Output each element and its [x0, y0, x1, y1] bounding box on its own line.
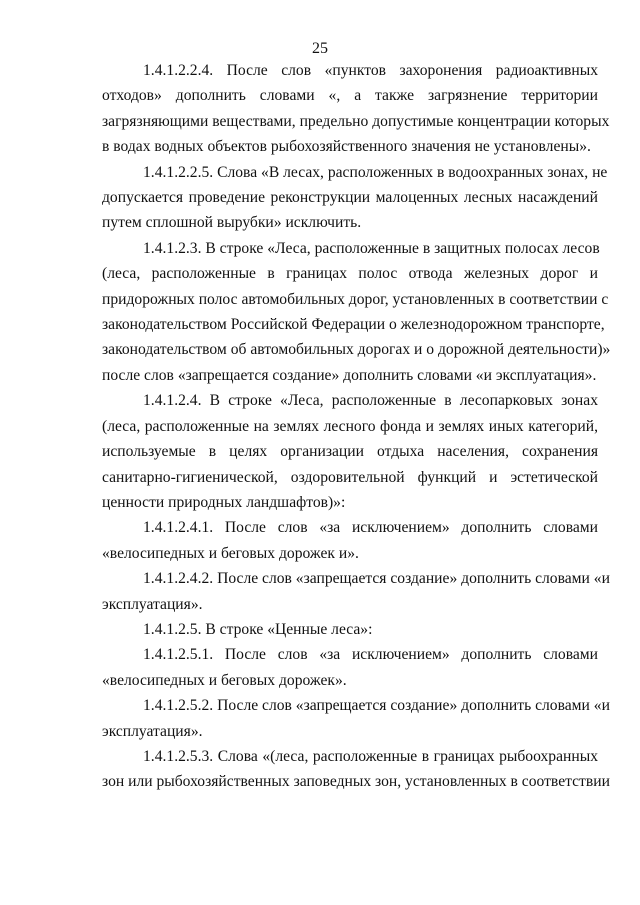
text-line: загрязняющими веществами, предельно допустимые концентрации которых [102, 112, 610, 130]
paragraph [102, 515, 598, 566]
text-line: ценности природных ландшафтов)»: [102, 493, 346, 511]
paragraph [102, 693, 610, 744]
text-line: 1.4.1.2.4.1. После слов «за исключением» дополнить словами [143, 519, 598, 537]
text-line: эксплуатация». [102, 722, 203, 740]
paragraph [102, 744, 610, 795]
text-line: используемые в целях организации отдыха населения, сохранения [102, 443, 598, 461]
paragraph [102, 566, 610, 617]
page-number: 25 [312, 40, 328, 57]
text-line: после слов «запрещается создание» дополнить словами «и эксплуатация». [102, 366, 597, 384]
text-line: отходов» дополнить словами «, а также загрязнение территории [102, 87, 598, 105]
text-line: (леса, расположенные на землях лесного фонда и землях иных категорий, [102, 417, 598, 435]
paragraph [102, 58, 610, 160]
text-line: 1.4.1.2.3. В строке «Леса, расположенные в защитных полосах лесов [143, 239, 600, 257]
text-line: придорожных полос автомобильных дорог, установленных в соответствии с [102, 290, 609, 308]
text-line: допускается проведение реконструкции малоценных лесных насаждений [102, 189, 598, 207]
text-line: «велосипедных и беговых дорожек и». [102, 544, 359, 562]
document-body [102, 58, 611, 795]
text-line: санитарно-гигиенической, оздоровительной функций и эстетической [102, 468, 598, 486]
text-line: «велосипедных и беговых дорожек». [102, 671, 347, 689]
text-line: путем сплошной вырубки» исключить. [102, 214, 362, 232]
text-line: эксплуатация». [102, 595, 203, 613]
text-line: 1.4.1.2.4. В строке «Леса, расположенные в лесопарковых зонах [143, 392, 598, 410]
paragraph [102, 236, 611, 388]
text-line: законодательством Российской Федерации о железнодорожном транспорте, [102, 316, 605, 334]
text-line: 1.4.1.2.5.1. После слов «за исключением» дополнить словами [143, 646, 598, 664]
text-line: 1.4.1.2.5.2. После слов «запрещается создание» дополнить словами «и [143, 697, 610, 715]
text-line: зон или рыбохозяйственных заповедных зон, установленных в соответствии [102, 773, 610, 791]
text-line: 1.4.1.2.2.4. После слов «пунктов захоронения радиоактивных [143, 62, 598, 79]
text-line: 1.4.1.2.5.3. Слова «(леса, расположенные в границах рыбоохранных [143, 747, 598, 765]
paragraph [102, 388, 598, 515]
text-line: в водах водных объектов рыбохозяйственного значения не установлены». [102, 138, 591, 156]
text-line: (леса, расположенные в границах полос отвода железных дорог и [102, 265, 598, 283]
paragraph [102, 642, 598, 693]
paragraph [102, 160, 608, 236]
text-line: законодательством об автомобильных дорогах и о дорожной деятельности)» [102, 341, 611, 359]
text-line: 1.4.1.2.5. В строке «Ценные леса»: [143, 620, 373, 638]
text-line: 1.4.1.2.4.2. После слов «запрещается создание» дополнить словами «и [143, 570, 610, 588]
paragraph [102, 617, 598, 642]
text-line: 1.4.1.2.2.5. Слова «В лесах, расположенных в водоохранных зонах, не [143, 163, 608, 181]
